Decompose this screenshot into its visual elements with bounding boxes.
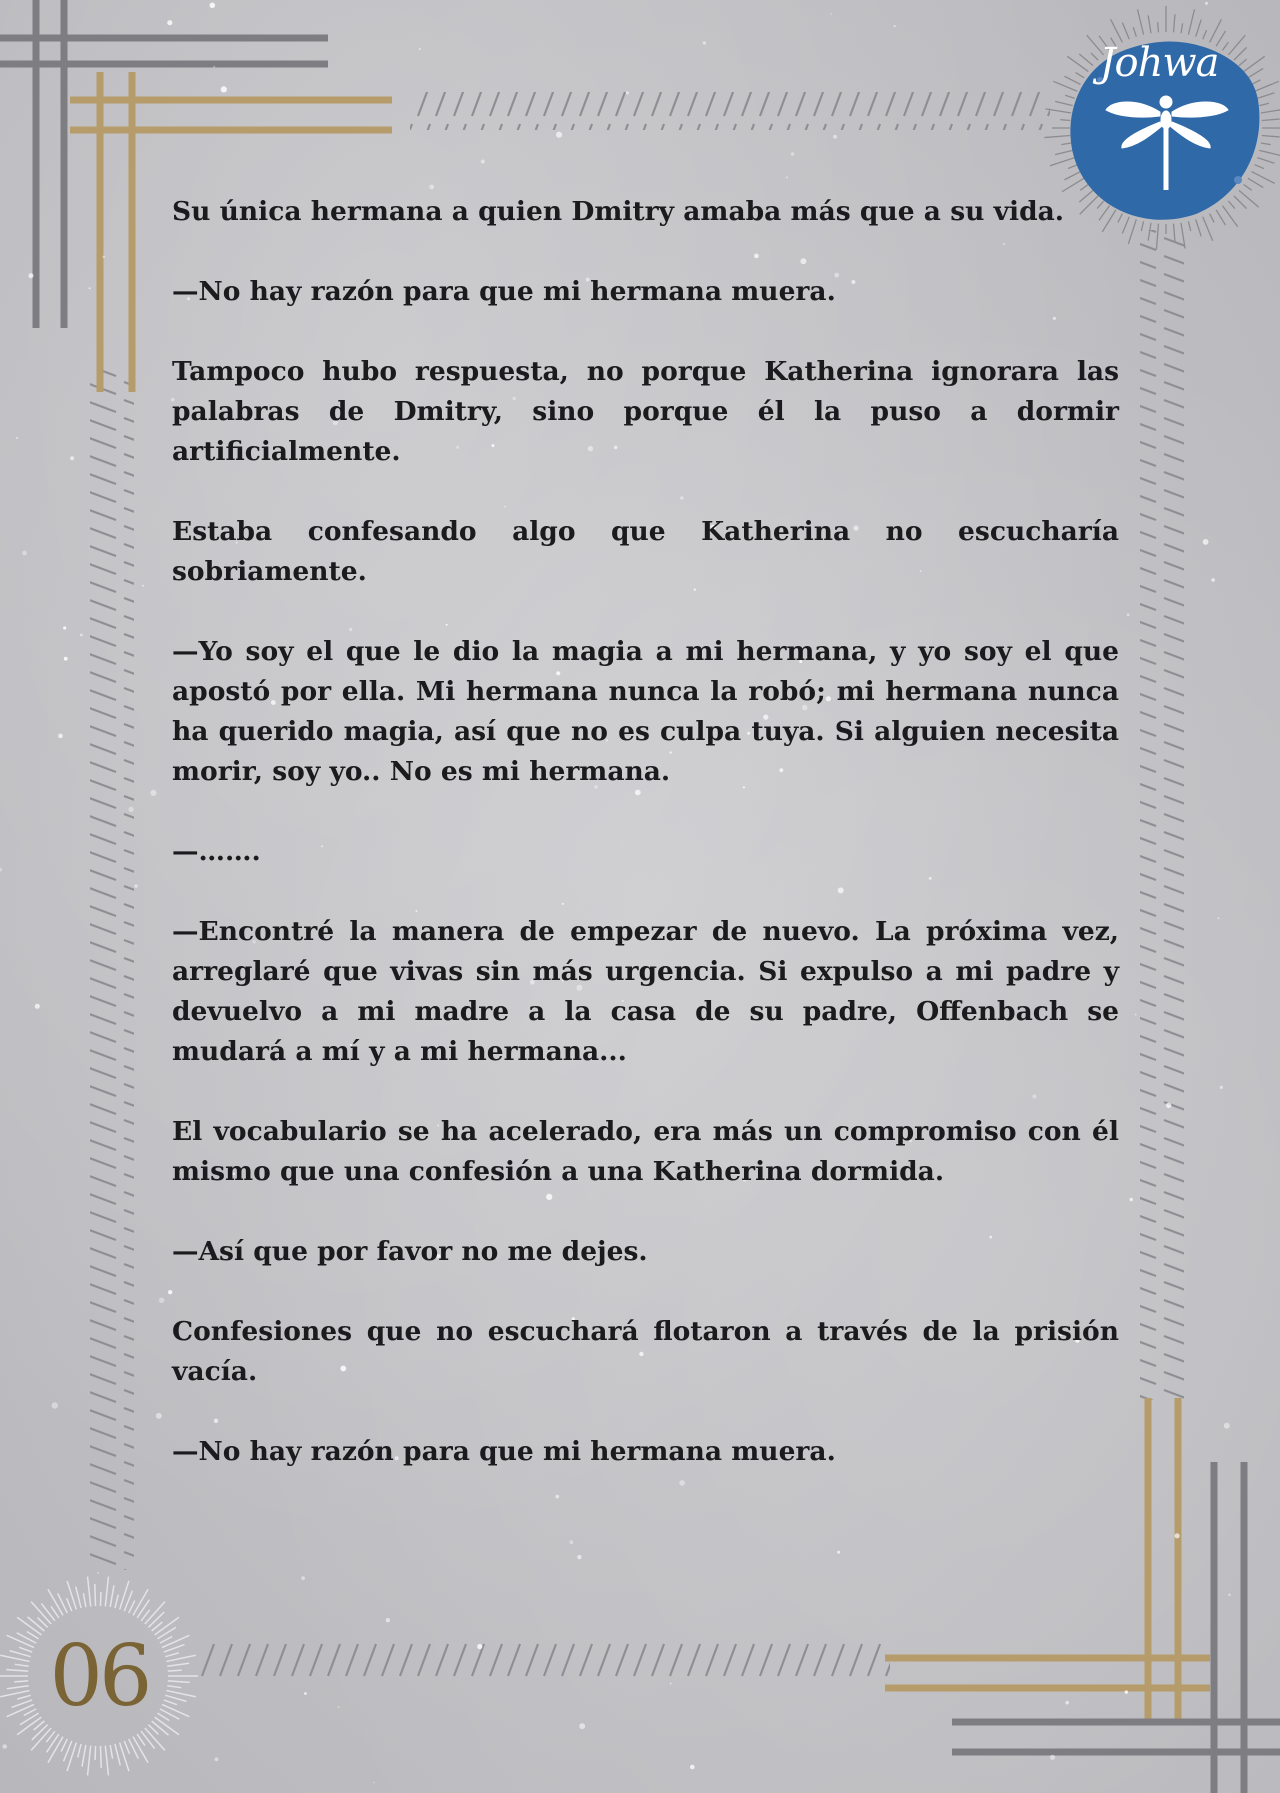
sunburst-ray [1111,19,1123,42]
paragraph: Su única hermana a quien Dmitry amaba más que a su vida. [172,196,1064,227]
sunburst-ray [1216,210,1225,225]
speck [213,66,215,68]
sunburst-ray [165,1695,186,1701]
sunburst-ray [1261,109,1280,113]
sunburst-ray [1122,217,1129,234]
logo-text: Johwa [1099,40,1219,86]
paragraph: —No hay razón para que mi hermana muera. [172,1436,836,1467]
sunburst-ray [110,1585,114,1607]
sunburst-ray [0,1655,29,1661]
speck [97,1572,99,1574]
speck [70,456,74,460]
sunburst-ray [78,1744,81,1758]
sunburst-ray [67,1581,76,1610]
sunburst-ray [88,1746,91,1776]
speck [626,91,629,94]
sunburst-ray [1248,68,1263,77]
sunburst-ray [167,1663,189,1666]
speck [2,1744,7,1749]
paragraph: Confesiones que no escuchará flotaron a través de la prisión vacía. [172,1316,1119,1387]
sunburst-ray [1255,165,1264,169]
speck [221,86,227,92]
sunburst-ray [1064,76,1080,84]
speck [481,160,485,164]
speck [1175,1533,1180,1538]
speck [1228,1594,1231,1597]
sunburst-ray [167,1686,181,1688]
speck [1211,578,1215,582]
sunburst-ray [1203,30,1207,39]
sunburst-ray [166,1691,195,1697]
sunburst-ray [129,1601,135,1614]
sunburst-ray [76,1587,81,1608]
sunburst-ray [168,1670,182,1671]
speck [304,1692,307,1695]
speck [142,585,144,587]
speck [477,1644,482,1649]
paragraph: El vocabulario se ha acelerado, era más un compromiso con él mismo que una confesión a una Katherina dormida. [172,1116,1119,1187]
sunburst-ray [1234,196,1247,209]
sunburst-ray [83,1593,85,1607]
sunburst-ray [41,1604,55,1621]
sunburst-ray [1065,95,1075,98]
sunburst-ray [1257,158,1274,164]
speck [1065,1701,1069,1705]
sunburst-ray [1174,14,1175,32]
speck [670,1683,672,1685]
speck [1125,1690,1128,1693]
sunburst-ray [1060,120,1070,121]
speck [1130,1198,1133,1201]
sunburst-ray [124,1741,129,1754]
sunburst-ray [1080,184,1088,190]
sunburst-ray [1248,178,1263,187]
speck [103,256,105,258]
speck [63,626,66,629]
speck [167,20,172,25]
speck [29,273,34,278]
speck [58,734,63,739]
sunburst-ray [115,1744,120,1765]
speck [80,634,83,637]
speck [837,1551,840,1554]
sunburst-ray [1122,23,1129,40]
sunburst-ray [7,1635,34,1647]
speck [791,152,795,156]
sunburst-ray [133,1737,148,1763]
paragraph: Tampoco hubo respuesta, no porque Katherina ignorara las palabras de Dmitry, sino porque él la puso a dormir artificialmente. [172,356,1119,467]
speck [579,1723,585,1729]
speck [22,551,27,556]
sunburst-ray [1196,219,1202,236]
sunburst-ray [105,1577,108,1607]
paragraph: —……. [172,836,261,867]
sunburst-ray [1044,136,1070,138]
speck [89,287,91,289]
sunburst-ray [1259,150,1280,156]
hatch-right [1140,230,1184,1400]
speck [301,1576,305,1580]
sunburst-ray [1061,143,1071,145]
sunburst-ray [1261,143,1271,145]
sunburst-ray [1068,165,1077,169]
body-text [172,192,1119,1512]
sunburst-ray [1228,201,1234,209]
speck [386,1618,390,1622]
sunburst-ray [1210,214,1215,223]
sunburst-ray [14,1681,28,1682]
sunburst-ray [1055,101,1073,105]
speck [16,437,18,439]
sunburst-ray [1128,219,1136,244]
sunburst-ray [1055,150,1073,154]
sunburst-ray [115,1594,118,1608]
speck [786,177,788,179]
sunburst-ray [1181,23,1183,33]
speck [1205,2,1208,5]
sunburst-ray [10,1651,31,1657]
paragraph: —Yo soy el que le dio la magia a mi hermana, y yo soy el que apostó por ella. Mi hermana nunca la robó; mi hermana nunca ha querido magia, así que no es culpa tuya. Si alguien necesita morir, soy yo.. No es mi hermana. [172,636,1119,787]
speck [159,1298,165,1304]
sunburst-ray [48,1737,63,1763]
speck [1135,1014,1137,1016]
sunburst-ray [1262,119,1280,120]
sunburst-ray [1076,73,1085,78]
speck [129,807,134,812]
sunburst-ray [1262,136,1280,137]
sunburst-ray [7,1704,34,1716]
speck [577,1555,581,1559]
hatch-left [90,370,134,1570]
speck [156,1413,162,1419]
speck [52,1402,58,1408]
speck [150,790,156,796]
sunburst-ray [1252,80,1261,85]
sunburst-ray [1148,15,1151,33]
hatch-bottom [200,1642,890,1680]
speck [1218,917,1220,919]
sunburst-ray [1239,59,1247,65]
speck [830,13,832,15]
sunburst-ray [100,1746,101,1768]
sunburst-ray [1158,22,1159,32]
paragraph: —Así que por favor no me dejes. [172,1236,648,1267]
sunburst-ray [1252,172,1275,184]
sunburst-ray [6,1670,28,1672]
speck [1050,1755,1055,1760]
sunburst-ray [1203,217,1213,241]
sunburst-ray [1188,9,1194,34]
sunburst-ray [67,1743,76,1772]
speck [833,135,837,139]
speck [210,3,216,9]
paragraph: —Encontré la manera de empezar de nuevo. La próxima vez, arreglaré que vivas sin más urgencia. Si expulso a mi padre y devuelvo a mi madre a la casa de su padre, Offenbach se mudará a mí y a mi hermana... [172,916,1119,1067]
sunburst-ray [1064,172,1080,180]
sunburst-ray [1259,103,1269,105]
sunburst-ray [0,1691,29,1697]
sunburst-ray [1138,9,1144,34]
speck [690,1765,695,1770]
sunburst-ray [1188,221,1190,231]
sunburst-ray [7,1686,29,1689]
sunburst-ray [137,1600,149,1618]
sunburst-ray [120,1743,129,1772]
sunburst-ray [141,1731,155,1748]
sunburst-ray [168,1681,190,1683]
sunburst-ray [1234,47,1247,60]
speck [134,884,138,888]
sunburst-ray [120,1581,129,1610]
sunburst-ray [88,1577,91,1607]
hatch-top [410,92,1050,130]
paragraph: —No hay razón para que mi hermana muera. [172,276,836,307]
speck [215,1757,219,1761]
sunburst-ray [48,1589,63,1615]
sunburst-ray [166,1655,195,1661]
speck [1203,539,1209,545]
sunburst-ray [1210,19,1222,42]
speck [429,185,434,190]
speck [373,1782,375,1784]
speck [570,1540,574,1544]
sunburst-ray [47,1734,59,1752]
sunburst-ray [1244,184,1252,190]
speck [0,868,2,872]
speck [1224,1423,1230,1429]
page-number: 06 [49,1627,149,1725]
speck [703,41,706,44]
speck [64,657,68,661]
sunburst-ray [105,1746,108,1776]
speck [1220,1086,1223,1089]
sunburst-ray [162,1635,189,1647]
sunburst-ray [1133,27,1136,37]
sunburst-ray [61,1739,67,1752]
speck [338,1706,340,1708]
speck [556,132,562,138]
sunburst-ray [1141,221,1143,231]
sunburst-ray [67,1598,72,1611]
paragraph: Estaba confesando algo que Katherina no escucharía sobriamente. [172,516,1119,587]
sunburst-ray [110,1745,112,1759]
sunburst-ray [164,1700,177,1705]
sunburst-ray [82,1745,86,1767]
sunburst-ray [133,1589,148,1615]
sunburst-ray [1255,81,1279,91]
sunburst-ray [1257,93,1274,99]
speck [894,25,896,27]
speck [1127,614,1130,617]
sunburst-ray [17,1695,30,1699]
speck [35,1004,40,1009]
speck [1166,1103,1171,1108]
sunburst-ray [95,1584,96,1606]
sunburst-ray [165,1653,178,1657]
sunburst-ray [19,1647,32,1652]
sunburst-ray [1050,158,1075,166]
sunburst-ray [15,1664,29,1666]
sunburst-ray [162,1704,189,1716]
sunburst-ray [1053,81,1077,91]
sunburst-ray [1196,20,1202,37]
speck [419,48,421,50]
